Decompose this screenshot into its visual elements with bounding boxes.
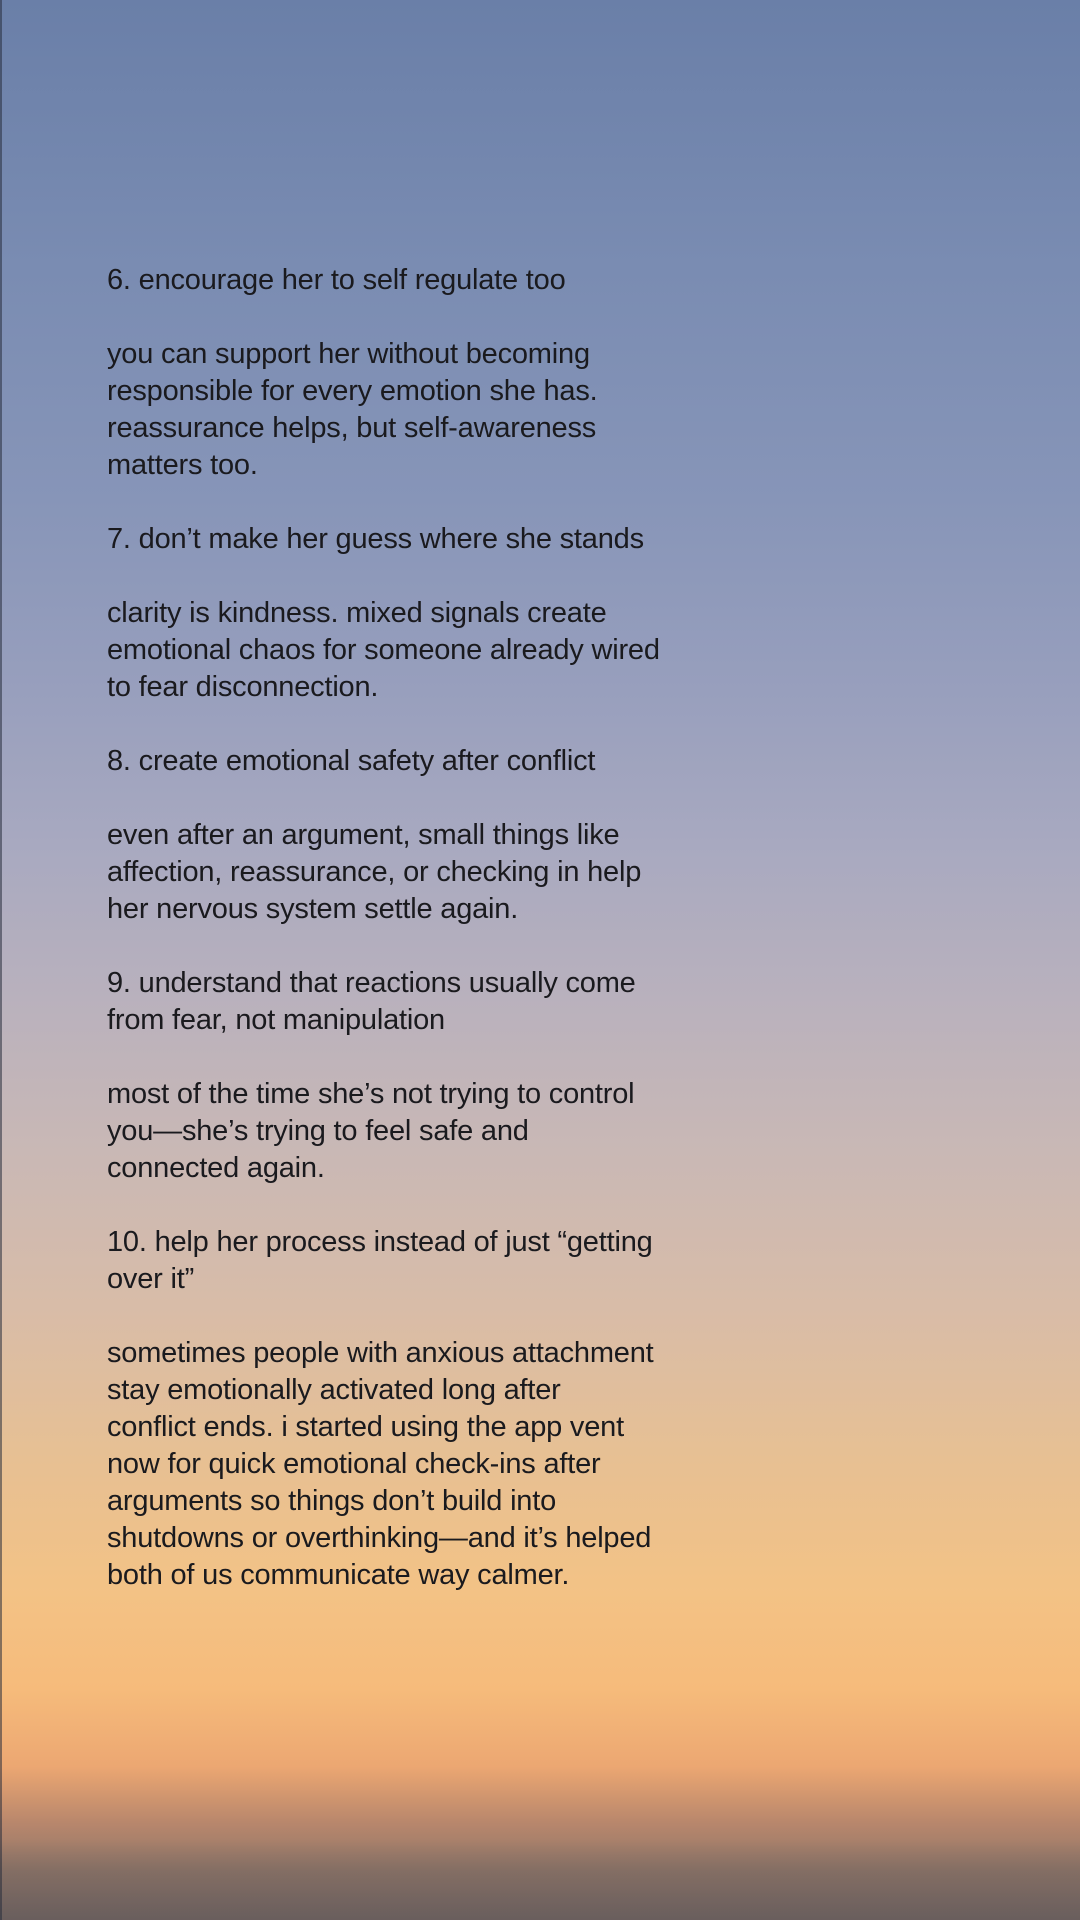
tip-6-heading: 6. encourage her to self regulate too — [107, 264, 566, 296]
tip-8-body: even after an argument, small things like affection, reassurance, or checking in help her nervous system settle again. — [107, 819, 642, 925]
tip-9-heading: 9. understand that reactions usually come from fear, not manipulation — [107, 967, 636, 1036]
tip-8-heading: 8. create emotional safety after conflict — [107, 745, 596, 777]
tip-6-body: you can support her without becoming responsible for every emotion she has. reassurance helps, but self-awareness matters too. — [107, 338, 598, 481]
tip-7-body: clarity is kindness. mixed signals create emotional chaos for someone already wired to fear disconnection. — [107, 597, 660, 703]
left-edge-line — [0, 0, 2, 1920]
story-text — [107, 262, 747, 1631]
tip-9-body: most of the time she’s not trying to control you—she’s trying to feel safe and connected again. — [107, 1078, 635, 1184]
horizon-haze — [0, 1840, 1080, 1920]
tip-7-heading: 7. don’t make her guess where she stands — [107, 523, 644, 555]
tip-10-body: sometimes people with anxious attachment stay emotionally activated long after conflict ends. i started using the app vent now for quick emotional check-ins after arguments so things don’t build into shutdowns or overthinking—and it’s helped both of us communicate way calmer. — [107, 1337, 654, 1591]
tip-10-heading: 10. help her process instead of just “getting over it” — [107, 1226, 653, 1295]
